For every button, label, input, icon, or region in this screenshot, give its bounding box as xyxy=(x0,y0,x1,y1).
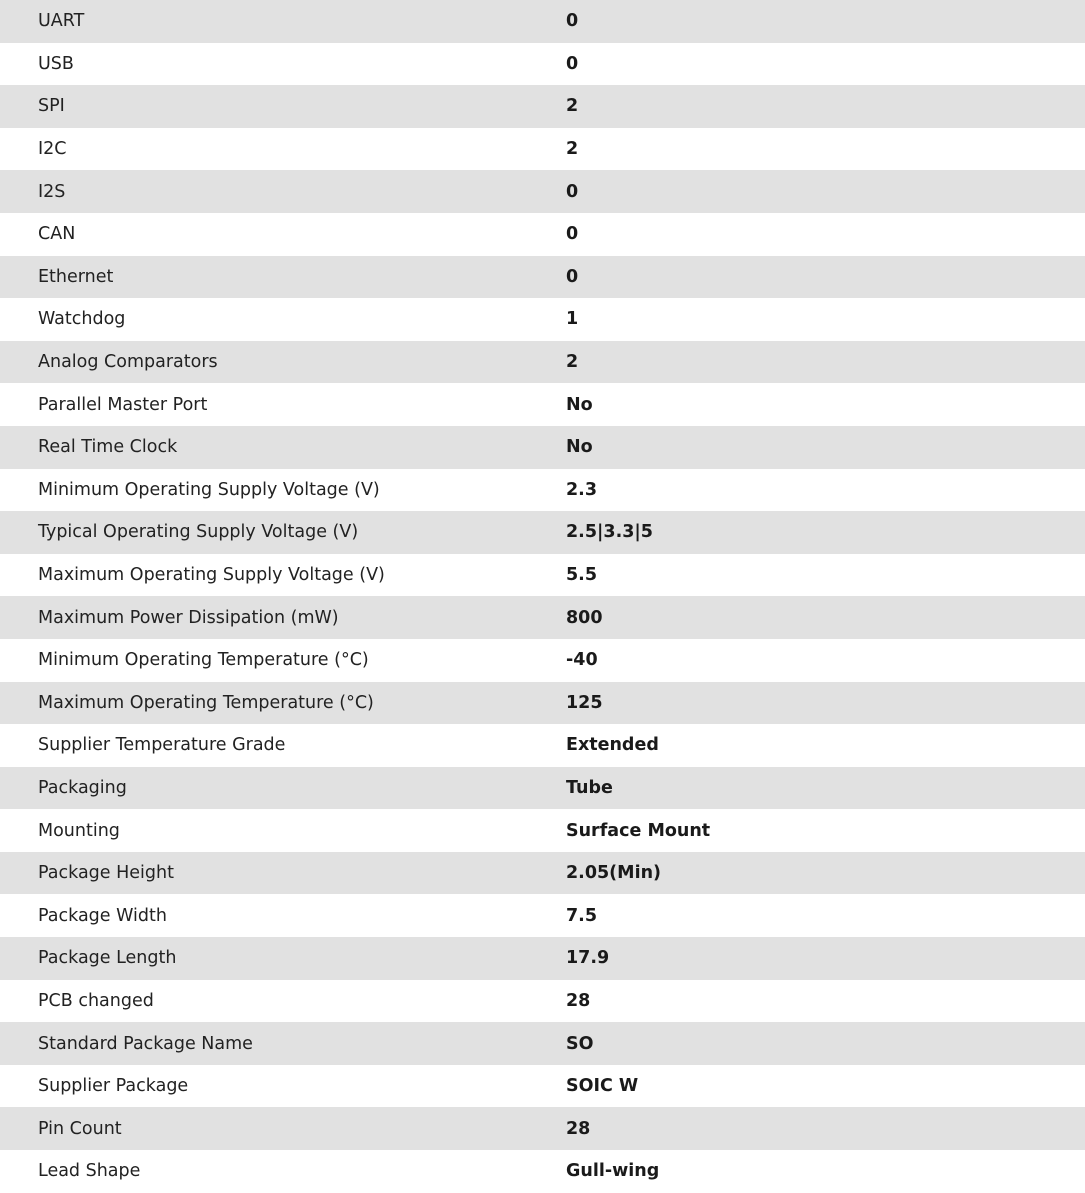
spec-label: Supplier Package xyxy=(38,1076,189,1097)
spec-label: SPI xyxy=(38,96,65,117)
spec-row-max-operating-temp xyxy=(0,682,1085,725)
spec-row-uart xyxy=(0,0,1085,43)
spec-value: 7.5 xyxy=(566,905,598,926)
spec-row-can xyxy=(0,213,1085,256)
spec-row-max-power-dissipation xyxy=(0,596,1085,639)
spec-value: 5.5 xyxy=(566,565,598,586)
spec-label: Parallel Master Port xyxy=(38,394,208,415)
spec-row-supplier-package xyxy=(0,1065,1085,1108)
spec-label: Standard Package Name xyxy=(38,1033,253,1054)
spec-row-pcb-changed xyxy=(0,980,1085,1023)
spec-row-temperature-grade xyxy=(0,724,1085,767)
spec-label: CAN xyxy=(38,224,76,245)
spec-value: 0 xyxy=(566,181,579,202)
spec-value: Surface Mount xyxy=(566,820,711,841)
spec-value: 800 xyxy=(566,607,603,628)
spec-label: Maximum Operating Temperature (°C) xyxy=(38,692,374,713)
spec-row-pin-count xyxy=(0,1107,1085,1150)
spec-label: USB xyxy=(38,53,74,74)
spec-label: Lead Shape xyxy=(38,1161,141,1182)
spec-row-analog-comparators xyxy=(0,341,1085,384)
spec-label: Packaging xyxy=(38,777,127,798)
spec-value: 2 xyxy=(566,352,579,373)
spec-value: 2 xyxy=(566,139,579,160)
spec-row-parallel-master-port xyxy=(0,383,1085,426)
spec-row-lead-shape xyxy=(0,1150,1085,1193)
spec-value: No xyxy=(566,394,593,415)
spec-row-mounting xyxy=(0,809,1085,852)
spec-label: Real Time Clock xyxy=(38,437,178,458)
spec-value: 0 xyxy=(566,53,579,74)
spec-value: 125 xyxy=(566,692,603,713)
spec-row-usb xyxy=(0,43,1085,86)
spec-value: Tube xyxy=(566,777,613,798)
spec-label: Package Width xyxy=(38,905,167,926)
spec-label: Pin Count xyxy=(38,1118,122,1139)
spec-row-real-time-clock xyxy=(0,426,1085,469)
spec-value: -40 xyxy=(566,650,598,671)
spec-value: 17.9 xyxy=(566,948,610,969)
spec-value: 1 xyxy=(566,309,579,330)
spec-value: 2.5|3.3|5 xyxy=(566,522,653,543)
spec-value: 28 xyxy=(566,1118,591,1139)
spec-label: I2S xyxy=(38,181,66,202)
spec-label: Mounting xyxy=(38,820,120,841)
spec-row-package-length xyxy=(0,937,1085,980)
spec-row-packaging xyxy=(0,767,1085,810)
spec-label: Analog Comparators xyxy=(38,352,218,373)
spec-value: Gull-wing xyxy=(566,1161,660,1182)
spec-value: 0 xyxy=(566,224,579,245)
spec-label: Supplier Temperature Grade xyxy=(38,735,286,756)
spec-row-ethernet xyxy=(0,256,1085,299)
spec-row-i2s xyxy=(0,170,1085,213)
spec-value: 2 xyxy=(566,96,579,117)
spec-value: 0 xyxy=(566,11,579,32)
spec-value: 2.05(Min) xyxy=(566,863,662,884)
spec-label: Package Length xyxy=(38,948,177,969)
spec-row-typ-supply-voltage xyxy=(0,511,1085,554)
spec-row-i2c xyxy=(0,128,1085,171)
spec-label: Typical Operating Supply Voltage (V) xyxy=(38,522,359,543)
spec-row-spi xyxy=(0,85,1085,128)
spec-label: I2C xyxy=(38,139,67,160)
spec-value: 2.3 xyxy=(566,479,598,500)
spec-value: SOIC W xyxy=(566,1076,639,1097)
spec-value: Extended xyxy=(566,735,659,756)
spec-label: Maximum Operating Supply Voltage (V) xyxy=(38,565,385,586)
spec-label: Ethernet xyxy=(38,266,114,287)
spec-row-min-operating-temp xyxy=(0,639,1085,682)
spec-row-standard-package-name xyxy=(0,1022,1085,1065)
spec-value: 28 xyxy=(566,990,591,1011)
spec-label: Maximum Power Dissipation (mW) xyxy=(38,607,339,628)
spec-label: UART xyxy=(38,11,85,32)
spec-row-package-height xyxy=(0,852,1085,895)
spec-label: Minimum Operating Temperature (°C) xyxy=(38,650,369,671)
spec-label: Minimum Operating Supply Voltage (V) xyxy=(38,479,380,500)
spec-row-package-width xyxy=(0,894,1085,937)
spec-label: Package Height xyxy=(38,863,174,884)
spec-value: No xyxy=(566,437,593,458)
spec-label: PCB changed xyxy=(38,990,154,1011)
spec-label: Watchdog xyxy=(38,309,126,330)
spec-row-max-supply-voltage xyxy=(0,554,1085,597)
spec-row-watchdog xyxy=(0,298,1085,341)
spec-value: SO xyxy=(566,1033,594,1054)
spec-value: 0 xyxy=(566,266,579,287)
spec-row-min-supply-voltage xyxy=(0,469,1085,512)
